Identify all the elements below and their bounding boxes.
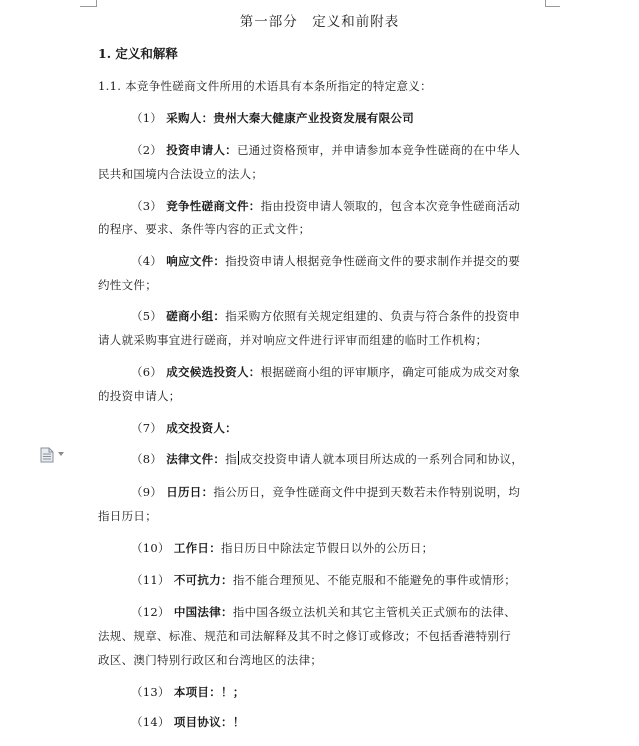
item-number: （12） [131, 605, 170, 619]
item-text: 指采购方依照有关规定组建的、负责与符合条件的投资申 [225, 309, 521, 323]
item-number: （8） [131, 452, 163, 466]
item-text: 指 [225, 452, 237, 466]
item-number: （1） [131, 111, 163, 125]
intro-paragraph: 1.1. 本竞争性磋商文件所用的术语具有本条所指定的特定意义： [98, 79, 432, 93]
item-term: 投资申请人： [166, 143, 237, 157]
text-cursor [238, 451, 239, 465]
item-text: ！ [232, 715, 245, 729]
page-corner-mark [80, 0, 97, 7]
item-number: （9） [131, 485, 163, 499]
item-text: 指投资申请人根据竞争性磋商文件的要求制作并提交的要 [225, 254, 521, 268]
definition-item [131, 308, 520, 324]
item-number: （4） [131, 254, 163, 268]
item-term: 竞争性磋商文件： [166, 199, 261, 213]
definition-item [131, 420, 237, 436]
item-continuation: 请人就采购事宜进行磋商，并对响应文件进行评审而组建的临时工作机构； [98, 333, 488, 347]
definition-item [131, 572, 516, 588]
item-text: 贵州大秦大健康产业投资发展有限公司 [213, 111, 414, 125]
page-corner-mark [545, 0, 560, 7]
item-text: 成交投资申请人就本项目所达成的一系列合同和协议， [240, 452, 524, 466]
definition-item [131, 253, 520, 269]
item-number: （13） [131, 685, 170, 699]
item-term: 日历日： [166, 485, 214, 499]
item-text: 指中国各级立法机关和其它主管机关正式颁布的法律、 [232, 605, 517, 619]
definition-item [131, 142, 520, 158]
document-icon[interactable] [40, 447, 54, 463]
item-term: 本项目： [173, 685, 222, 699]
definition-item [131, 198, 520, 214]
item-number: （14） [131, 715, 170, 729]
item-term: 中国法律： [173, 605, 233, 619]
item-number: （11） [131, 573, 170, 587]
item-term: 法律文件： [166, 452, 226, 466]
definition-item [131, 604, 516, 620]
item-continuation: 法规、规章、标准、规范和司法解释及其不时之修订或修改；不包括香港特别行 [98, 629, 511, 643]
item-number: （6） [131, 365, 163, 379]
item-text: 指公历日，竞争性磋商文件中提到天数若未作特别说明，均 [213, 485, 521, 499]
item-term: 项目协议： [173, 715, 233, 729]
item-number: （2） [131, 143, 163, 157]
chevron-down-icon[interactable] [58, 452, 64, 456]
item-text: ！； [221, 685, 245, 699]
definition-item [131, 110, 414, 126]
item-text: 根据磋商小组的评审顺序，确定可能成为成交对象 [260, 365, 521, 379]
definition-item [131, 484, 520, 500]
section-heading: 1. 定义和解释 [98, 46, 178, 61]
item-term: 成交候选投资人： [166, 365, 261, 379]
item-term: 响应文件： [166, 254, 226, 268]
definition-item [131, 540, 433, 556]
item-continuation: 的程序、要求、条件等内容的正式文件； [98, 222, 311, 236]
item-term: 采购人： [166, 111, 214, 125]
item-text: 指由投资申请人领取的，包含本次竞争性磋商活动 [260, 199, 521, 213]
page-title: 第一部分 定义和前附表 [239, 14, 400, 30]
item-text: 指日历日中除法定节假日以外的公历日； [221, 541, 434, 555]
item-term: 工作日： [173, 541, 222, 555]
item-continuation: 约性文件； [98, 278, 157, 292]
definition-item [131, 714, 245, 730]
item-continuation: 民共和国境内合法设立的法人； [98, 167, 264, 181]
item-number: （10） [131, 541, 170, 555]
item-number: （5） [131, 309, 163, 323]
item-term: 磋商小组： [166, 309, 226, 323]
definition-item [131, 364, 520, 380]
item-term: 不可抗力： [173, 573, 233, 587]
item-continuation: 政区、澳门特别行政区和台湾地区的法律； [98, 653, 323, 667]
item-continuation: 指日历日； [98, 509, 157, 523]
item-text: 指不能合理预见、不能克服和不能避免的事件或情形； [232, 573, 517, 587]
item-term: 成交投资人： [166, 421, 237, 435]
item-number: （3） [131, 199, 163, 213]
item-text: 已通过资格预审，并申请参加本竞争性磋商的在中华人 [237, 143, 521, 157]
definition-item [131, 451, 523, 467]
item-number: （7） [131, 421, 163, 435]
item-continuation: 的投资申请人； [98, 389, 181, 403]
definition-item [131, 684, 245, 700]
